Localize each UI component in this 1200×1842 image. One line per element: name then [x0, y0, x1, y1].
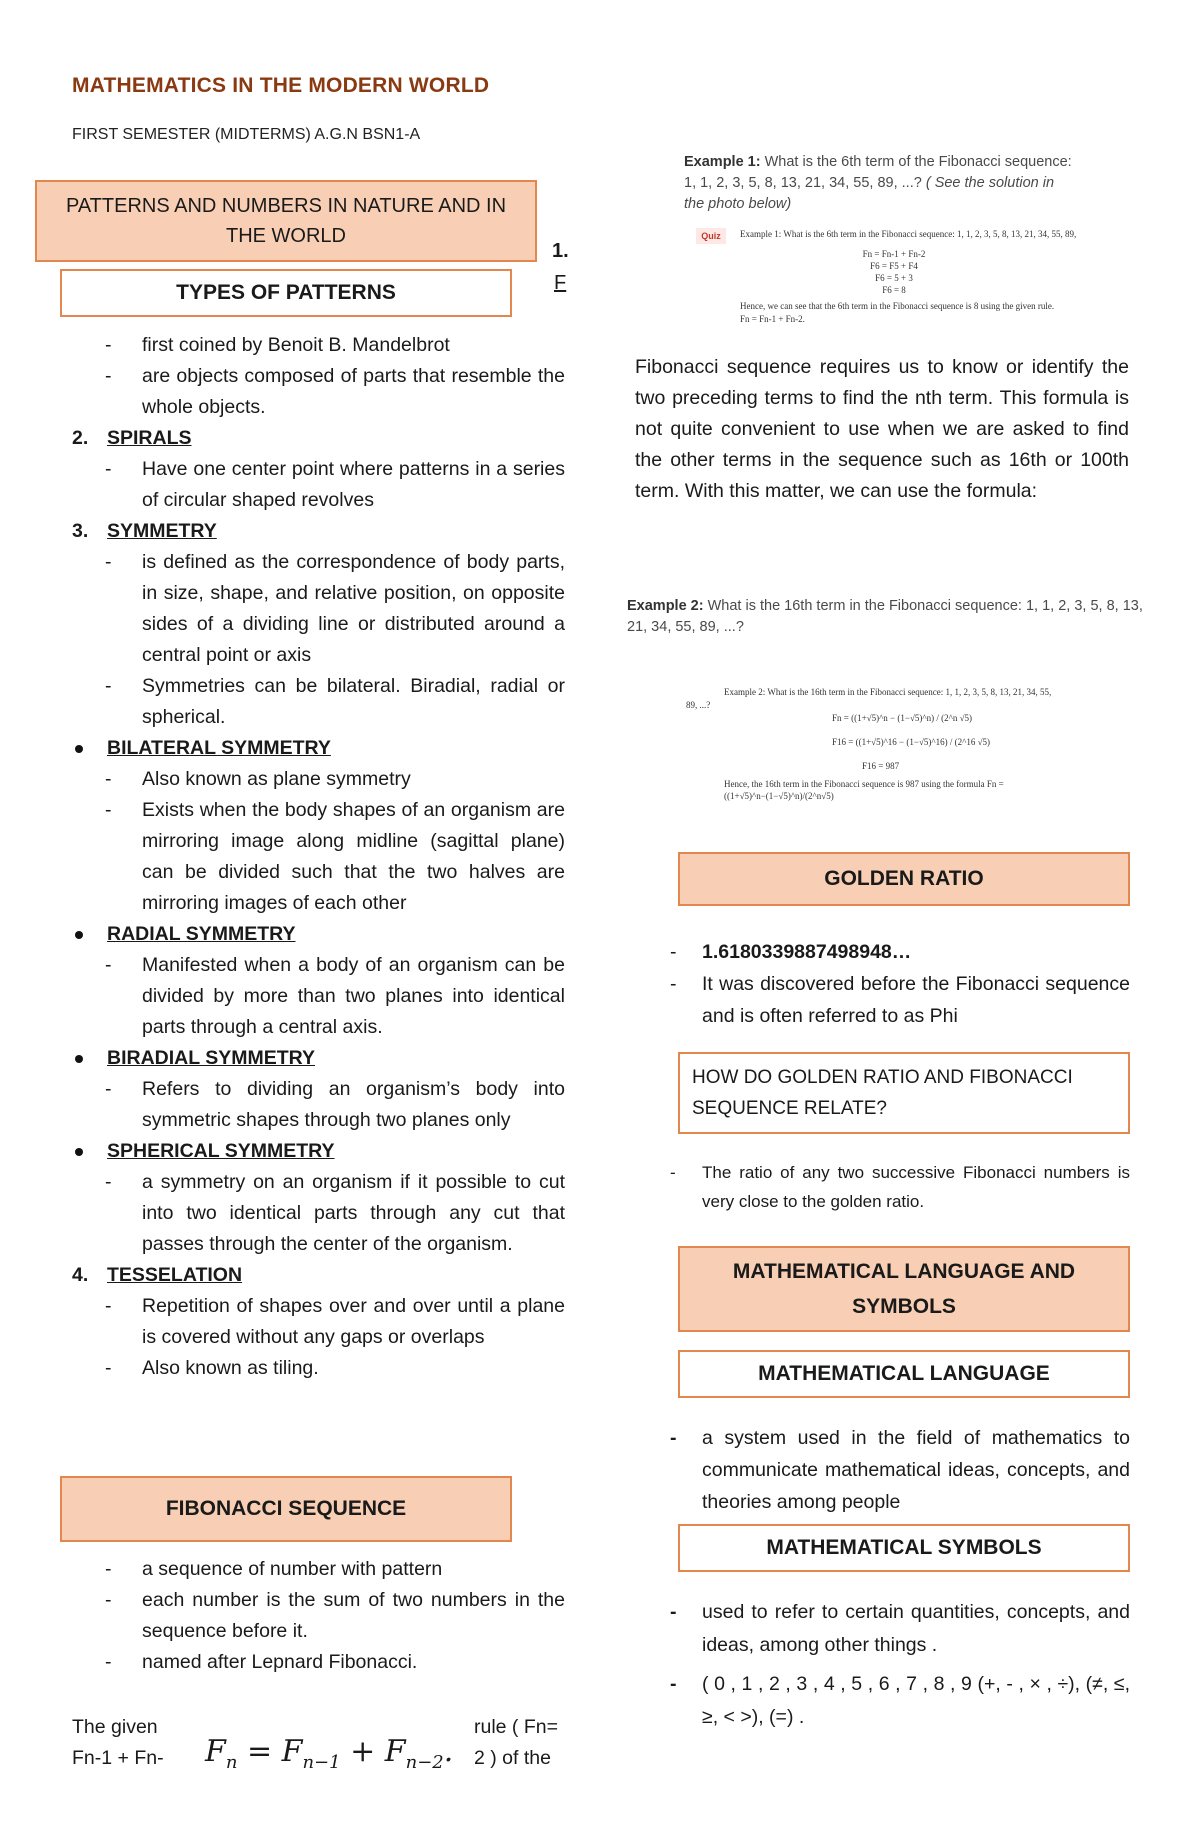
example-2-solution-image: Example 2: What is the 16th term in the Fibonacci sequence: 1, 1, 2, 3, 5, 8, 13, 21, 34, 55, 89, ...? Fn = ((1+√5)^n − (1−√5)^n) / (2^n √5) F16 = ((1+√5)^16 − (1−√5)^16) / (2^16 √5) F16 = 987 Hence, the 16th term in the Fibonacci sequence is 987 using the formula Fn = ((1+√5)^n−(1−√5)^n)/(2^n√5) [686, 686, 1106, 816]
example-1-solution-image: Quiz Example 1: What is the 6th term in the Fibonacci sequence: 1, 1, 2, 3, 5, 8, 13, 21, 34, 55, 89, Fn = Fn-1 + Fn-2 F6 = F5 + F4 F6 = 5 + 3 F6 = 8 Hence, we can see that the 6th term in the Fibonacci sequence is 8 using the given rule. Fn = Fn-1 + Fn-2. [696, 220, 1086, 332]
math-symbols-list [670, 1596, 1130, 1734]
fibonacci-list [72, 1554, 565, 1678]
list-item: - Have one center point where patterns in a series of circular shaped revolves [105, 458, 565, 511]
relate-text: HOW DO GOLDEN RATIO AND FIBONACCI SEQUENCE RELATE? [692, 1067, 1073, 1119]
document-title: MATHEMATICS IN THE MODERN WORLD [72, 74, 490, 97]
list-item: - Refers to dividing an organism’s body into symmetric shapes through two planes only [105, 1078, 565, 1131]
fibonacci-formula-paragraph: Fibonacci sequence requires us to know or identify the two preceding terms to find the nth term. This formula is not quite convenient to use when we are asked to find the other terms in the sequence such as 16th or 100th term. With this matter, we can use the formula: [635, 356, 1129, 502]
list-item: - a sequence of number with pattern [105, 1558, 443, 1580]
list-item: - ( 0 , 1 , 2 , 3 , 4 , 5 , 6 , 7 , 8 , 9 (+, - , × , ÷), (≠, ≤, ≥, < >), (=) . [670, 1673, 1130, 1728]
list-item: - each number is the sum of two numbers in the sequence before it. [105, 1589, 565, 1642]
section-heading-patterns-text: PATTERNS AND NUMBERS IN NATURE AND IN THE WORLD [65, 195, 507, 247]
math-language-box [678, 1350, 1130, 1398]
radial-heading: RADIAL SYMMETRY [72, 919, 565, 950]
types-of-patterns-text: TYPES OF PATTERNS [176, 281, 396, 304]
list-item: - first coined by Benoit B. Mandelbrot [105, 334, 450, 356]
list-item: - Repetition of shapes over and over until a plane is covered without any gaps or overlaps [105, 1295, 565, 1348]
list-item: - 1.6180339887498948… [670, 941, 912, 963]
relate-box [678, 1052, 1130, 1134]
tesselation-heading: 4. TESSELATION [72, 1264, 243, 1286]
math-language-list [670, 1422, 1130, 1518]
document-subtitle: FIRST SEMESTER (MIDTERMS) A.G.N BSN1-A [72, 126, 421, 143]
golden-ratio-list [670, 936, 1130, 1032]
golden-ratio-text: GOLDEN RATIO [824, 867, 984, 890]
list-item: - is defined as the correspondence of body parts, in size, shape, and relative position, on opposite sides of a dividing line or distributed around a central point or axis [105, 551, 565, 666]
section-heading-patterns [35, 180, 537, 262]
given-rule-left: The given Fn-1 + Fn- [72, 1716, 164, 1769]
spirals-heading: 2. SPIRALS [72, 427, 192, 449]
peek-letter: F [554, 272, 567, 294]
bilateral-heading: BILATERAL SYMMETRY [72, 733, 565, 764]
symmetry-heading: 3. SYMMETRY [72, 520, 217, 542]
example-2-caption: Example 2: What is the 16th term in the Fibonacci sequence: 1, 1, 2, 3, 5, 8, 13, 21, 34, 55, 89, ...? [627, 598, 1143, 635]
fibonacci-sequence-box [60, 1476, 512, 1542]
list-item: - a system used in the field of mathematics to communicate mathematical ideas, concepts, and theories among people [670, 1427, 1130, 1513]
list-item: - a symmetry on an organism if it possible to cut into two identical parts through any cut that passes through the center of the organism. [105, 1171, 565, 1255]
list-item: - It was discovered before the Fibonacci sequence and is often referred to as Phi [670, 973, 1130, 1027]
math-symbols-box [678, 1524, 1130, 1572]
fibonacci-rule-formula [205, 1734, 453, 1773]
formula-text: $F_n = F_{n-1} + F_{n-2}$. [205, 1734, 454, 1773]
list-item: - Also known as tiling. [105, 1357, 319, 1379]
list-item: - Exists when the body shapes of an organism are mirroring image along midline (sagittal plane) can be divided such that the two halves are mirroring images of each other [105, 799, 565, 914]
list-item: - named after Lepnard Fibonacci. [105, 1651, 418, 1673]
list-item: - Also known as plane symmetry [105, 768, 411, 790]
math-language-symbols-box [678, 1246, 1130, 1332]
math-language-symbols-text: MATHEMATICAL LANGUAGE AND SYMBOLS [732, 1260, 1076, 1318]
spherical-heading: SPHERICAL SYMMETRY [72, 1136, 565, 1167]
math-symbols-text: MATHEMATICAL SYMBOLS [766, 1536, 1042, 1559]
fibonacci-sequence-text: FIBONACCI SEQUENCE [165, 1497, 407, 1520]
patterns-list [72, 330, 565, 1384]
list-item: - Manifested when a body of an organism can be divided by more than two planes into identical parts through a central axis. [105, 954, 565, 1038]
golden-ratio-box [678, 852, 1130, 906]
quiz-logo: Quiz [696, 228, 726, 244]
peek-number: 1. [552, 240, 569, 262]
list-item: - are objects composed of parts that resemble the whole objects. [105, 365, 565, 418]
example-1-caption: Example 1: What is the 6th term of the Fibonacci sequence: 1, 1, 2, 3, 5, 8, 13, 21, 34, 55, 89, ...? ( See the solution in the photo below) [684, 154, 1072, 212]
list-item: - Symmetries can be bilateral. Biradial, radial or spherical. [105, 675, 565, 728]
list-item: - The ratio of any two successive Fibonacci numbers is very close to the golden ratio. [670, 1163, 1130, 1211]
types-of-patterns-box [60, 269, 512, 317]
math-language-text: MATHEMATICAL LANGUAGE [758, 1362, 1050, 1385]
given-rule-right: rule ( Fn= 2 ) of the [474, 1716, 558, 1769]
relate-list [670, 1158, 1130, 1216]
biradial-heading: BIRADIAL SYMMETRY [72, 1043, 565, 1074]
list-item: - used to refer to certain quantities, concepts, and ideas, among other things . [670, 1601, 1130, 1656]
